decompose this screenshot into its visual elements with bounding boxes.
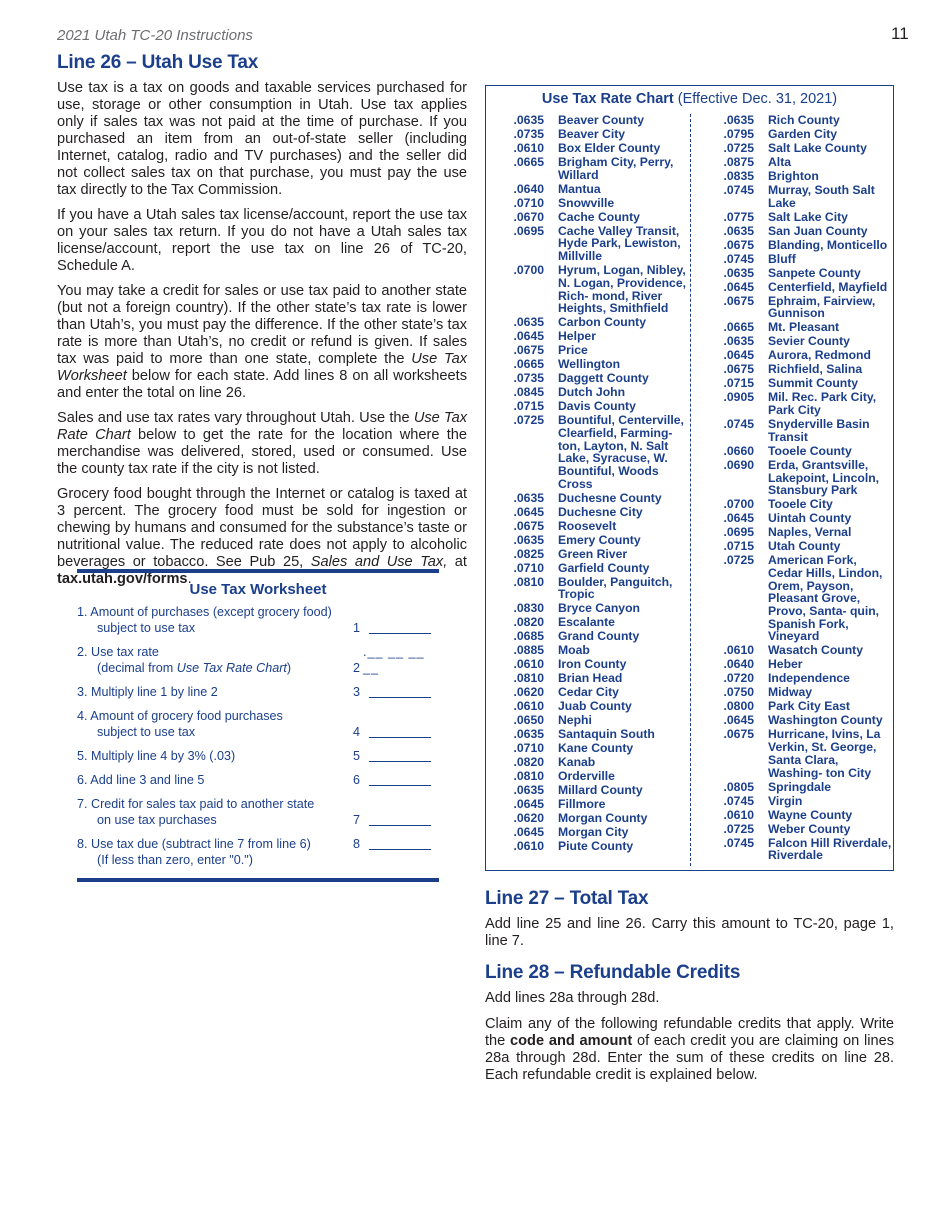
rate-location: Piute County bbox=[558, 839, 634, 854]
rate-entry bbox=[498, 358, 694, 371]
rate-entry bbox=[708, 281, 894, 294]
rate-entry bbox=[498, 492, 694, 505]
rate-location: Brigham City, Perry, Willard bbox=[558, 155, 674, 182]
rate-entry bbox=[498, 400, 694, 413]
rate-location: Iron County bbox=[558, 657, 627, 672]
rate-entry bbox=[498, 576, 694, 601]
line28-heading: Line 28 – Refundable Credits bbox=[485, 962, 741, 983]
line26-section bbox=[57, 52, 467, 596]
rate-value: .0610 bbox=[513, 657, 544, 672]
rate-location: Richfield, Salina bbox=[768, 362, 863, 377]
worksheet-row-6: 6. Add line 3 and line 5 6 bbox=[77, 772, 439, 788]
rate-value: .0830 bbox=[513, 601, 544, 616]
rate-entry bbox=[498, 344, 694, 357]
rate-location: Mt. Pleasant bbox=[768, 320, 840, 335]
line26-paragraph-2: If you have a Utah sales tax license/account, report the use tax on your sales tax return. If you do not have a Utah sales tax license/account, report the use tax on line 26 of TC-20, Schedule A. bbox=[57, 207, 467, 274]
rate-location: Roosevelt bbox=[558, 518, 617, 533]
worksheet-input-6[interactable] bbox=[369, 785, 431, 786]
worksheet-row-4: 4. Amount of grocery food purchases subject to use tax 4 bbox=[77, 708, 439, 740]
rate-value: .0735 bbox=[513, 371, 544, 386]
rate-entry bbox=[498, 630, 694, 643]
rate-entry bbox=[498, 658, 694, 671]
rate-value: .0660 bbox=[723, 443, 754, 458]
rate-value: .0810 bbox=[513, 769, 544, 784]
rate-location: Juab County bbox=[558, 699, 632, 714]
rate-entry bbox=[708, 809, 894, 822]
worksheet-title: Use Tax Worksheet bbox=[189, 581, 327, 598]
rate-location: San Juan County bbox=[768, 223, 868, 238]
line28-paragraph-1: Add lines 28a through 28d. bbox=[485, 990, 660, 1006]
rate-value: .0710 bbox=[513, 560, 544, 575]
rate-value: .0745 bbox=[723, 183, 754, 197]
rate-entry bbox=[708, 211, 894, 224]
rate-location: Morgan City bbox=[558, 825, 629, 840]
use-tax-rate-chart bbox=[485, 85, 894, 871]
rate-value: .0620 bbox=[513, 685, 544, 700]
rate-entry bbox=[708, 170, 894, 183]
rate-value: .0645 bbox=[723, 348, 754, 363]
rate-entry bbox=[498, 756, 694, 769]
rate-value: .0640 bbox=[723, 657, 754, 672]
rate-location: Bryce Canyon bbox=[558, 601, 640, 616]
rate-location: Uintah County bbox=[768, 511, 852, 526]
rate-location: Beaver City bbox=[558, 127, 626, 141]
rate-value: .0690 bbox=[723, 457, 754, 472]
rate-value: .0810 bbox=[513, 671, 544, 686]
line26-paragraph-1: Use tax is a tax on goods and taxable services purchased for use, storage or other consumption in Utah. Use tax applies only if sales tax was not paid at the time of purchase. If you purchased an item from an out-of-state seller (including Internet, catalog, radio and TV purchases) and the seller did not collect sales tax on that purchase, you must pay the use tax directly to the Tax Commission. bbox=[57, 80, 467, 198]
rate-location: Cache Valley Transit, Hyde Park, Lewiston, Millville bbox=[558, 223, 681, 264]
rate-value: .0645 bbox=[723, 511, 754, 526]
rate-location: Hurricane, Ivins, La Verkin, St. George, Santa Clara, Washing- ton City bbox=[768, 727, 881, 780]
rate-value: .0905 bbox=[723, 390, 754, 405]
rate-entry bbox=[708, 142, 894, 155]
rate-value: .0835 bbox=[723, 169, 754, 183]
rate-entry bbox=[708, 554, 894, 643]
rate-location: Weber County bbox=[768, 821, 851, 836]
rate-entry bbox=[498, 211, 694, 224]
rate-entry bbox=[498, 728, 694, 741]
rate-location: Virgin bbox=[768, 793, 803, 808]
rate-location: Hyrum, Logan, Nibley, N. Logan, Providence, Rich- mond, River Heights, Smithfield bbox=[558, 263, 686, 316]
rate-location: Davis County bbox=[558, 399, 636, 414]
rate-value: .0810 bbox=[513, 574, 544, 589]
rate-entry bbox=[498, 142, 694, 155]
rate-location: Boulder, Panguitch, Tropic bbox=[558, 574, 673, 602]
rate-entry bbox=[708, 391, 894, 416]
rate-location: Duchesne County bbox=[558, 490, 662, 505]
rate-value: .0635 bbox=[513, 490, 544, 505]
rate-location: Washington County bbox=[768, 713, 883, 728]
rate-location: Bountiful, Centerville, Clearfield, Farming- ton, Layton, N. Salt Lake, Syracuse, W. Bountiful, Woods Cross bbox=[558, 413, 684, 491]
rate-entry bbox=[498, 114, 694, 127]
worksheet-row-2: 2. Use tax rate (decimal from Use Tax Rate Chart) 2 .__ __ __ __ bbox=[77, 644, 439, 676]
rate-value: .0645 bbox=[513, 797, 544, 812]
rate-location: Kanab bbox=[558, 755, 596, 770]
line26-paragraph-5: Grocery food bought through the Internet or catalog is taxed at 3 percent. The grocery food must be sold for ingestion or chewing by humans and consumed for the substance’s taste or nutritional value. The reduced rate does not apply to alcoholic beverages or tobacco. See Pub 25, Sales and Use Tax, at tax.utah.gov/forms. bbox=[57, 486, 467, 587]
rate-value: .0610 bbox=[513, 141, 544, 155]
rate-value: .0745 bbox=[723, 251, 754, 266]
rate-location: Sevier County bbox=[768, 334, 850, 349]
line27-heading: Line 27 – Total Tax bbox=[485, 888, 649, 909]
rate-value: .0645 bbox=[723, 279, 754, 294]
rate-value: .0635 bbox=[723, 265, 754, 280]
rate-value: .0735 bbox=[513, 127, 544, 141]
rate-location: Sanpete County bbox=[768, 265, 861, 280]
rate-entry bbox=[498, 798, 694, 811]
rate-location: Snyderville Basin Transit bbox=[768, 417, 870, 444]
rate-entry bbox=[708, 445, 894, 458]
rate-entry bbox=[498, 742, 694, 755]
rate-location: Heber bbox=[768, 657, 803, 672]
worksheet-input-4[interactable] bbox=[369, 737, 431, 738]
rate-location: Beaver County bbox=[558, 113, 645, 127]
rate-entry bbox=[708, 686, 894, 699]
rate-location: Erda, Grantsville, Lakepoint, Lincoln, Stansbury Park bbox=[768, 457, 880, 498]
worksheet-input-3[interactable] bbox=[369, 697, 431, 698]
rate-value: .0845 bbox=[513, 385, 544, 400]
rate-entry bbox=[708, 184, 894, 209]
rate-value: .0645 bbox=[513, 329, 544, 344]
rate-value: .0800 bbox=[723, 699, 754, 714]
rate-value: .0695 bbox=[723, 525, 754, 540]
line27-28-section bbox=[485, 888, 894, 1093]
rate-location: Moab bbox=[558, 643, 590, 658]
rate-location: Cedar City bbox=[558, 685, 619, 700]
rate-entry bbox=[498, 316, 694, 329]
rate-entry bbox=[498, 534, 694, 547]
line26-heading: Line 26 – Utah Use Tax bbox=[57, 52, 259, 73]
rate-column-1 bbox=[498, 114, 694, 854]
rate-entry bbox=[498, 840, 694, 853]
rate-entry bbox=[498, 714, 694, 727]
rate-entry bbox=[708, 225, 894, 238]
worksheet-row-7: 7. Credit for sales tax paid to another state on use tax purchases 7 bbox=[77, 796, 439, 828]
rate-entry bbox=[498, 197, 694, 210]
rate-value: .0745 bbox=[723, 835, 754, 850]
rate-entry bbox=[708, 253, 894, 266]
rate-entry bbox=[708, 498, 894, 511]
rate-value: .0885 bbox=[513, 643, 544, 658]
rate-location: Duchesne City bbox=[558, 504, 643, 519]
rate-value: .0725 bbox=[513, 413, 544, 428]
rate-value: .0635 bbox=[513, 113, 544, 127]
rate-value: .0715 bbox=[723, 539, 754, 554]
worksheet-row-5: 5. Multiply line 4 by 3% (.03) 5 bbox=[77, 748, 439, 764]
rate-entry bbox=[708, 658, 894, 671]
rate-value: .0750 bbox=[723, 685, 754, 700]
rate-value: .0650 bbox=[513, 713, 544, 728]
rate-value: .0710 bbox=[513, 741, 544, 756]
rate-value: .0675 bbox=[723, 362, 754, 377]
rate-value: .0665 bbox=[513, 357, 544, 372]
rate-value: .0610 bbox=[513, 699, 544, 714]
rate-entry bbox=[708, 114, 894, 127]
rate-entry bbox=[708, 363, 894, 376]
rate-value: .0645 bbox=[513, 504, 544, 519]
worksheet-input-8[interactable] bbox=[369, 849, 431, 850]
rate-entry bbox=[498, 770, 694, 783]
worksheet-row-3: 3. Multiply line 1 by line 2 3 bbox=[77, 684, 439, 700]
rate-location: American Fork, Cedar Hills, Lindon, Orem, Payson, Pleasant Grove, Provo, Santa- quin, Spanish Fork, Vineyard bbox=[768, 553, 883, 644]
rate-entry bbox=[498, 562, 694, 575]
rate-entry bbox=[708, 512, 894, 525]
rate-entry bbox=[498, 784, 694, 797]
rate-value: .0645 bbox=[723, 713, 754, 728]
rate-value: .0665 bbox=[513, 155, 544, 169]
rate-entry bbox=[708, 540, 894, 553]
rate-location: Green River bbox=[558, 546, 628, 561]
rate-entry bbox=[708, 377, 894, 390]
rate-value: .0875 bbox=[723, 155, 754, 169]
rate-entry bbox=[708, 321, 894, 334]
rate-location: Carbon County bbox=[558, 315, 647, 330]
rate-value: .0745 bbox=[723, 793, 754, 808]
rate-column-2 bbox=[708, 114, 894, 863]
rate-value: .0675 bbox=[513, 518, 544, 533]
rate-entry bbox=[708, 526, 894, 539]
rate-value: .0640 bbox=[513, 181, 544, 196]
rate-value: .0725 bbox=[723, 553, 754, 568]
rate-entry bbox=[708, 267, 894, 280]
rate-entry bbox=[498, 225, 694, 263]
rate-location: Wasatch County bbox=[768, 643, 864, 658]
rate-entry bbox=[708, 335, 894, 348]
rate-entry bbox=[498, 372, 694, 385]
rate-location: Wayne County bbox=[768, 807, 853, 822]
rate-location: Tooele County bbox=[768, 443, 852, 458]
rate-value: .0820 bbox=[513, 755, 544, 770]
rate-location: Morgan County bbox=[558, 811, 648, 826]
rate-value: .0725 bbox=[723, 141, 754, 155]
rate-value: .0715 bbox=[723, 376, 754, 391]
rate-location: Mil. Rec. Park City, Park City bbox=[768, 390, 877, 418]
rate-location: Kane County bbox=[558, 741, 634, 756]
rate-location: Helper bbox=[558, 329, 596, 344]
rate-value: .0635 bbox=[513, 727, 544, 742]
rate-entry bbox=[498, 264, 694, 315]
rate-entry bbox=[708, 714, 894, 727]
rate-value: .0700 bbox=[513, 263, 544, 278]
rate-location: Orderville bbox=[558, 769, 615, 784]
rate-entry bbox=[498, 616, 694, 629]
rate-entry bbox=[498, 602, 694, 615]
rate-entry bbox=[498, 414, 694, 490]
rate-value: .0745 bbox=[723, 417, 754, 432]
rate-entry bbox=[498, 330, 694, 343]
rate-location: Fillmore bbox=[558, 797, 606, 812]
rate-location: Utah County bbox=[768, 539, 841, 554]
rate-location: Murray, South Salt Lake bbox=[768, 183, 875, 210]
rate-chart-title: Use Tax Rate Chart (Effective Dec. 31, 2021) bbox=[541, 91, 838, 107]
rate-value: .0825 bbox=[513, 546, 544, 561]
rate-entry bbox=[708, 644, 894, 657]
rate-value: .0700 bbox=[723, 497, 754, 512]
rate-value: .0775 bbox=[723, 209, 754, 224]
column-divider bbox=[690, 114, 691, 866]
rate-location: Rich County bbox=[768, 113, 840, 127]
rate-entry bbox=[708, 781, 894, 794]
rate-entry bbox=[708, 156, 894, 169]
rate-value: .0610 bbox=[723, 643, 754, 658]
rate-location: Springdale bbox=[768, 779, 831, 794]
rate-location: Salt Lake County bbox=[768, 141, 867, 155]
rate-location: Price bbox=[558, 343, 588, 358]
rate-location: Snowville bbox=[558, 195, 615, 210]
rate-entry bbox=[498, 386, 694, 399]
rate-location: Brighton bbox=[768, 169, 819, 183]
rate-location: Alta bbox=[768, 155, 792, 169]
rate-entry bbox=[708, 823, 894, 836]
rate-value: .0685 bbox=[513, 629, 544, 644]
worksheet-input-7[interactable] bbox=[369, 825, 431, 826]
rate-entry bbox=[498, 156, 694, 181]
rate-entry bbox=[708, 239, 894, 252]
rate-location: Cache County bbox=[558, 209, 640, 224]
worksheet-row-8: 8. Use tax due (subtract line 7 from line 6) (If less than zero, enter "0.") 8 bbox=[77, 836, 439, 868]
rate-entry bbox=[498, 644, 694, 657]
rate-location: Park City East bbox=[768, 699, 850, 714]
rate-location: Falcon Hill Riverdale, Riverdale bbox=[768, 835, 892, 863]
line26-paragraph-3: You may take a credit for sales or use tax paid to another state (but not a foreign country). If the other state’s tax rate is lower than Utah’s, you must pay the difference. If the other state’s tax rate is more than Utah’s, no credit or refund is given. If sales tax was paid to more than one state, complete the Use Tax Worksheet below for each state. Add lines 8 on all worksheets and enter the total on line 26. bbox=[57, 283, 467, 401]
rate-entry bbox=[498, 826, 694, 839]
rate-location: Dutch John bbox=[558, 385, 626, 400]
rate-entry bbox=[708, 837, 894, 862]
rate-value: .0610 bbox=[513, 839, 544, 854]
use-tax-worksheet bbox=[77, 569, 439, 882]
rate-value: .0695 bbox=[513, 223, 544, 238]
rate-location: Summit County bbox=[768, 376, 859, 391]
rate-value: .0635 bbox=[723, 334, 754, 349]
rate-value: .0805 bbox=[723, 779, 754, 794]
rate-value: .0675 bbox=[723, 727, 754, 742]
rate-entry bbox=[708, 700, 894, 713]
rate-location: Mantua bbox=[558, 181, 601, 196]
rate-location: Aurora, Redmond bbox=[768, 348, 871, 363]
rate-value: .0675 bbox=[513, 343, 544, 358]
rate-entry bbox=[498, 183, 694, 196]
rate-location: Grand County bbox=[558, 629, 640, 644]
rate-entry bbox=[708, 128, 894, 141]
rate-value: .0620 bbox=[513, 811, 544, 826]
worksheet-row-1: 1. Amount of purchases (except grocery food) subject to use tax 1 bbox=[77, 604, 439, 636]
rate-location: Emery County bbox=[558, 532, 641, 547]
rate-entry bbox=[498, 812, 694, 825]
rate-location: Ephraim, Fairview, Gunnison bbox=[768, 293, 876, 321]
rate-value: .0635 bbox=[723, 223, 754, 238]
rate-value: .0635 bbox=[723, 113, 754, 127]
line27-text: Add line 25 and line 26. Carry this amount to TC-20, page 1, line 7. bbox=[485, 916, 894, 949]
rate-location: Bluff bbox=[768, 251, 796, 266]
rate-entry bbox=[498, 672, 694, 685]
rate-value: .0635 bbox=[513, 532, 544, 547]
forms-link[interactable]: tax.utah.gov/forms bbox=[57, 571, 188, 587]
rate-value: .0635 bbox=[513, 783, 544, 798]
rate-value: .0715 bbox=[513, 399, 544, 414]
rate-value: .0665 bbox=[723, 320, 754, 335]
rate-entry bbox=[708, 728, 894, 779]
rate-entry bbox=[498, 548, 694, 561]
rate-value: .0725 bbox=[723, 821, 754, 836]
rate-location: Centerfield, Mayfield bbox=[768, 279, 888, 294]
running-title: 2021 Utah TC-20 Instructions bbox=[57, 27, 253, 44]
rate-entry bbox=[708, 295, 894, 320]
rate-value: .0820 bbox=[513, 615, 544, 630]
rate-value: .0675 bbox=[723, 237, 754, 252]
worksheet-input-5[interactable] bbox=[369, 761, 431, 762]
rate-entry bbox=[708, 459, 894, 497]
rate-location: Brian Head bbox=[558, 671, 623, 686]
rate-value: .0710 bbox=[513, 195, 544, 210]
rate-entry bbox=[708, 795, 894, 808]
worksheet-input-1[interactable] bbox=[369, 633, 431, 634]
line26-paragraph-4: Sales and use tax rates vary throughout Utah. Use the Use Tax Rate Chart below to get the rate for the location where the merchandise was delivered, stored, used or consumed. Use the county tax rate if the city is not listed. bbox=[57, 410, 467, 477]
rate-location: Naples, Vernal bbox=[768, 525, 852, 540]
rate-entry bbox=[708, 672, 894, 685]
rate-value: .0610 bbox=[723, 807, 754, 822]
rate-location: Tooele City bbox=[768, 497, 833, 512]
rate-entry bbox=[708, 418, 894, 443]
rate-value: .0795 bbox=[723, 127, 754, 141]
rate-location: Daggett County bbox=[558, 371, 649, 386]
rate-location: Millard County bbox=[558, 783, 643, 798]
rate-value: .0635 bbox=[513, 315, 544, 330]
rate-location: Box Elder County bbox=[558, 141, 661, 155]
rate-location: Nephi bbox=[558, 713, 592, 728]
rate-entry bbox=[498, 700, 694, 713]
rate-location: Santaquin South bbox=[558, 727, 655, 742]
line28-paragraph-2: Claim any of the following refundable credits that apply. Write the code and amount of each credit you are claiming on lines 28a through 28d. Enter the sum of these credits on line 28. Each refundable credit is explained below. bbox=[485, 1016, 895, 1083]
rate-entry bbox=[498, 128, 694, 141]
rate-location: Salt Lake City bbox=[768, 209, 848, 224]
rate-value: .0670 bbox=[513, 209, 544, 224]
worksheet-input-2[interactable]: .__ __ __ __ bbox=[363, 645, 425, 675]
rate-location: Garden City bbox=[768, 127, 838, 141]
rate-location: Garfield County bbox=[558, 560, 650, 575]
rate-entry bbox=[498, 686, 694, 699]
rate-location: Escalante bbox=[558, 615, 615, 630]
rate-location: Independence bbox=[768, 671, 850, 686]
rate-location: Wellington bbox=[558, 357, 621, 372]
page-number: 11 bbox=[891, 24, 909, 43]
rate-entry bbox=[708, 349, 894, 362]
rate-value: .0720 bbox=[723, 671, 754, 686]
rate-value: .0645 bbox=[513, 825, 544, 840]
rate-value: .0675 bbox=[723, 293, 754, 308]
rate-entry bbox=[498, 520, 694, 533]
rate-location: Blanding, Monticello bbox=[768, 237, 888, 252]
rate-location: Midway bbox=[768, 685, 813, 700]
rate-entry bbox=[498, 506, 694, 519]
